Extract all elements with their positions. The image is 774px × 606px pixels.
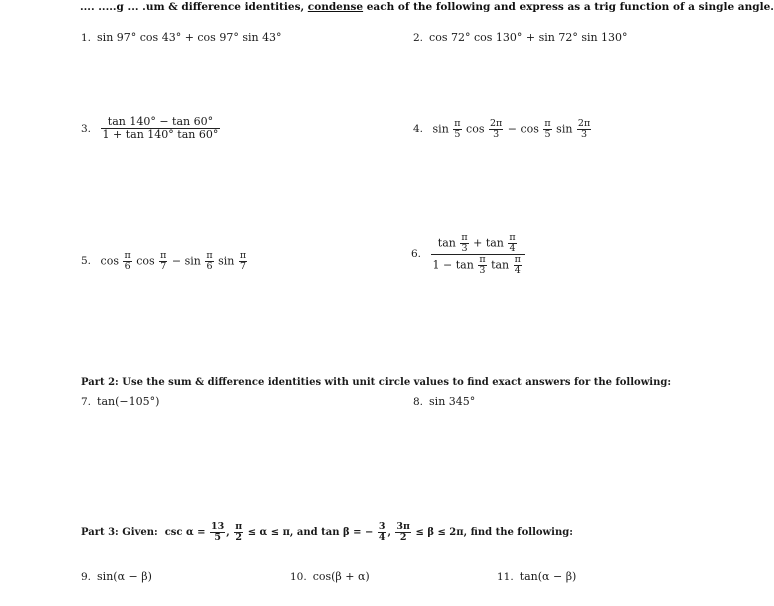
problem-expression: tan(α − β) [519,570,577,583]
sin-text: sin [556,122,573,136]
frac-bottom: 2 [395,532,411,543]
problem-expression: sin(α − β) [97,570,152,583]
frac-top: π [239,250,247,261]
sin-text: sin [218,254,235,268]
minus-sin-text: − sin [171,254,201,268]
frac-bottom: 3 [489,129,503,140]
one-minus-tan-text: 1 − tan [432,258,474,272]
frac-bottom: 2 [235,531,243,543]
frac-top: 2π [577,118,591,129]
part-3-given: Part 3: Given: csc α = $\frac{13}{5}$ , $\frac{\pi}{2}$ ≤ α ≤ π, and tan β = − $\frac{3}{4}$ , $\frac{3\pi}{2}$ ≤ β ≤ 2π, find the following: [81,521,573,543]
cos-text: cos [136,254,155,268]
frac-top: π [160,250,167,261]
alpha-range: ≤ α ≤ π, [247,526,294,538]
header-underlined-word: condense [307,1,364,13]
problem-7 [81,395,159,408]
frac-top: π [235,521,243,532]
three-pi-over-2 [395,522,411,543]
problem-number: 10. [290,571,307,583]
pi-over-4 [514,255,522,276]
problem-expression: tan(−105°) [97,395,160,408]
frac-bottom: 3 [577,129,591,140]
pi-over-2 [234,522,243,543]
frac-bottom: 4 [514,264,521,276]
problem-expression: cos 72° cos 130° + sin 72° sin 130° [429,31,628,44]
frac-top: 3π [396,521,410,532]
header-suffix: each of the following and express as a trig function of a single angle. [363,1,774,13]
problem-10 [290,570,370,583]
problem-3 [81,116,220,141]
problem-number: 5. [81,255,92,268]
tan-text: tan [437,236,456,250]
problem-4 [413,119,592,140]
frac-top: π [206,250,213,261]
header-prefix: .... .....g ... .um & difference identities, [80,1,308,13]
problem-number: 9. [81,571,92,583]
two-pi-over-3 [577,119,591,140]
pi-over-5 [543,119,551,140]
fraction [101,116,221,141]
problem-6 [411,233,525,276]
frac-top: 2π [489,118,503,129]
frac-bottom: 5 [454,128,461,140]
problem-number: 7. [81,396,92,408]
problem-2 [413,31,628,44]
problem-8 [413,395,475,408]
cos-text: cos [100,254,119,268]
problem-number: 8. [413,396,424,408]
pi-over-3 [460,233,468,254]
problem-number: 4. [413,123,424,136]
pi-over-6 [123,251,131,272]
frac-top: π [509,232,516,243]
frac-bottom: 5 [210,532,225,543]
frac-bottom: 7 [160,260,167,272]
plus-tan-text: + tan [473,236,504,250]
minus-cos-text: − cos [507,122,539,136]
fraction-numerator [431,233,525,254]
problem-number: 11. [497,571,514,583]
problem-number: 1. [81,32,92,44]
frac-bottom: 4 [378,531,386,543]
beta-range: ≤ β ≤ 2π, [415,526,468,538]
problem-expression: sin 97° cos 43° + cos 97° sin 43° [97,31,282,44]
frac-top: π [124,250,131,261]
problem-5 [81,251,248,272]
section-header [80,1,774,13]
sin-text: sin [432,122,449,136]
problem-1 [81,31,282,44]
frac-top: π [479,253,486,265]
frac-top: π [454,118,461,129]
tan-text: tan [491,258,510,272]
pi-over-4 [508,233,516,254]
frac-bottom: 3 [461,242,468,254]
cos-text: cos [466,122,485,136]
and-text: and [296,526,318,538]
pi-over-7 [159,251,167,272]
thirteen-over-five [210,522,225,543]
fraction-denominator: 1 + tan 140° tan 60° [102,128,219,142]
frac-top: 3 [378,521,386,532]
frac-top: π [461,232,468,243]
frac-bottom: 4 [509,242,516,254]
frac-top: π [544,118,551,129]
problem-expression: sin 345° [429,395,476,408]
three-over-four [378,522,387,543]
frac-bottom: 6 [124,260,131,272]
fraction [431,233,525,276]
frac-bottom: 6 [206,260,213,272]
given-label: Part 3: Given: [81,526,158,538]
pi-over-7 [239,251,247,272]
fraction-numerator: tan 140° − tan 60° [107,115,214,128]
problem-9 [81,570,152,583]
problem-number: 6. [411,248,422,261]
fraction-denominator [431,254,525,276]
two-pi-over-3 [489,119,503,140]
frac-bottom: 7 [239,260,247,272]
tan-beta-text: tan β = − [321,526,374,538]
problem-number: 3. [81,122,92,135]
pi-over-6 [205,251,213,272]
problem-expression: cos(β + α) [312,570,370,583]
find-text: find the following: [470,526,573,538]
csc-text: csc α = [164,526,206,538]
frac-top: π [514,253,521,265]
frac-bottom: 5 [544,128,551,140]
problem-11 [497,570,576,583]
frac-top: 13 [211,521,225,532]
pi-over-5 [453,119,461,140]
part-2-title: Part 2: Use the sum & difference identities with unit circle values to find exact answers for the following: [81,377,672,388]
frac-bottom: 3 [479,264,486,276]
pi-over-3 [478,255,486,276]
problem-number: 2. [413,32,424,44]
